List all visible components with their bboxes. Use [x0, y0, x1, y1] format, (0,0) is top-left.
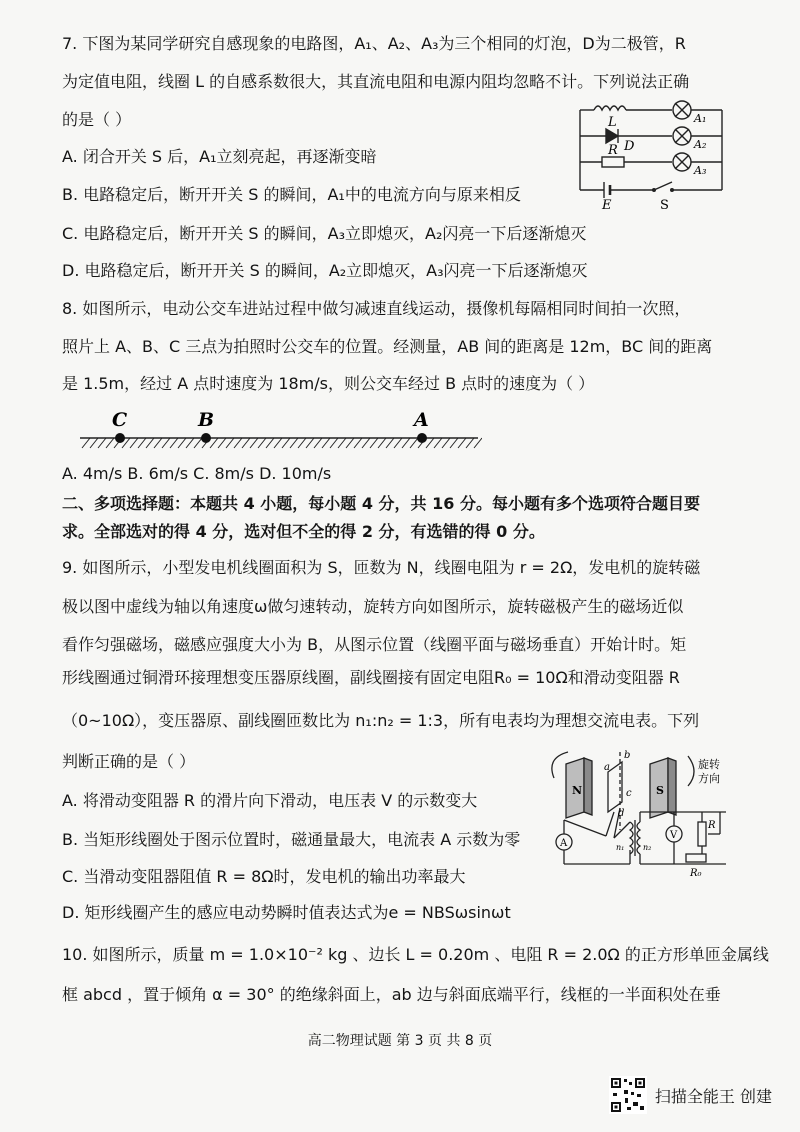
q9-option-d: D. 矩形线圈产生的感应电动势瞬时值表达式为e = NBSωsinωt: [62, 903, 511, 922]
ground-hatch-line: [82, 438, 90, 448]
q9-label-c: c: [626, 788, 632, 799]
q8-stem-line-3: 是 1.5m，经过 A 点时速度为 18m/s，则公交车经过 B 点时的速度为（ ）: [62, 374, 595, 393]
ground-hatch-line: [130, 438, 138, 448]
scanner-brand-text: 扫描全能王 创建: [654, 1086, 772, 1106]
q9-label-s: S: [656, 784, 664, 797]
ground-hatch-line: [370, 438, 378, 448]
q8-road-diagram: [78, 402, 482, 462]
q9-option-c: C. 当滑动变阻器阻值 R = 8Ω时，发电机的输出功率最大: [62, 867, 466, 886]
q9-stem-line-4: 形线圈通过铜滑环接理想变压器原线圈，副线圈接有固定电阻R₀ = 10Ω和滑动变阻器 R: [62, 668, 680, 687]
q7-label-d: D: [624, 139, 635, 154]
ground-hatch-line: [330, 438, 338, 448]
ground-hatch-line: [322, 438, 330, 448]
ground-hatch-line: [210, 438, 218, 448]
q9-stem-line-2: 极以图中虚线为轴以角速度ω做匀速转动，旋转方向如图所示，旋转磁极产生的磁场近似: [62, 597, 684, 616]
q9-stem-line-1: 9. 如图所示，小型发电机线圈面积为 S，匝数为 N，线圈电阻为 r = 2Ω，发电机的旋转磁: [62, 558, 701, 577]
ground-hatch-line: [402, 438, 410, 448]
ground-hatch-line: [426, 438, 434, 448]
q9-generator-diagram: [548, 750, 738, 878]
q9-label-r0: R₀: [690, 868, 702, 878]
q9-label-rotate-1: 旋转: [698, 758, 720, 771]
q7-stem-line-3: 的是（ ）: [62, 110, 132, 129]
ground-hatch-line: [386, 438, 394, 448]
q9-stem-line-5: （0~10Ω），变压器原、副线圈匝数比为 n₁:n₂ = 1:3，所有电表均为理想交流电表。下列: [62, 711, 700, 730]
ground-hatch-line: [242, 438, 250, 448]
ground-hatch-line: [178, 438, 186, 448]
q9-label-r: R: [708, 820, 716, 831]
ground-hatch-line: [146, 438, 154, 448]
ground-hatch-line: [90, 438, 98, 448]
q8-label-a: A: [414, 409, 429, 431]
q8-options: A. 4m/s B. 6m/s C. 8m/s D. 10m/s: [62, 464, 332, 483]
q7-label-a2: A₂: [694, 138, 707, 151]
ground-hatch-line: [226, 438, 234, 448]
ground-hatch-line: [314, 438, 322, 448]
q9-label-rotate-2: 方向: [698, 772, 720, 785]
ground-hatch-line: [170, 438, 178, 448]
q7-option-a: A. 闭合开关 S 后，A₁立刻亮起，再逐渐变暗: [62, 147, 377, 166]
q7-option-b: B. 电路稳定后，断开开关 S 的瞬间，A₁中的电流方向与原来相反: [62, 185, 521, 204]
q7-option-c: C. 电路稳定后，断开开关 S 的瞬间，A₃立即熄灭，A₂闪亮一下后逐渐熄灭: [62, 224, 587, 243]
q9-label-b: b: [624, 750, 631, 761]
q9-label-d: d: [618, 808, 625, 819]
ground-hatch-line: [338, 438, 346, 448]
q9-stem-line-6: 判断正确的是（ ）: [62, 752, 196, 771]
q8-label-b: B: [198, 409, 215, 431]
q9-option-a: A. 将滑动变阻器 R 的滑片向下滑动，电压表 V 的示数变大: [62, 791, 478, 810]
q7-label-r: R: [608, 143, 618, 158]
section2-header-line-1: 二、多项选择题：本题共 4 小题，每小题 4 分，共 16 分。每小题有多个选项符合题目要: [62, 494, 700, 513]
q8-stem-line-1: 8. 如图所示，电动公交车进站过程中做匀减速直线运动，摄像机每隔相同时间拍一次照，: [62, 299, 691, 318]
q10-stem-line-1: 10. 如图所示，质量 m = 1.0×10⁻² kg 、边长 L = 0.20m 、电阻 R = 2.0Ω 的正方形单匝金属线: [62, 945, 769, 964]
ground-hatch-line: [154, 438, 162, 448]
ground-hatch-line: [106, 438, 114, 448]
q9-stem-line-3: 看作匀强磁场，磁感应强度大小为 B，从图示位置（线圈平面与磁场垂直）开始计时。矩: [62, 635, 687, 654]
ground-hatch-line: [306, 438, 314, 448]
ground-hatch-line: [266, 438, 274, 448]
q7-label-a3: A₃: [694, 164, 707, 177]
q9-label-n1: n₁: [616, 843, 625, 852]
q8-point-a: [417, 433, 427, 443]
q8-label-c: C: [112, 409, 128, 431]
ground-hatch-line: [442, 438, 450, 448]
ground-hatch-line: [138, 438, 146, 448]
q10-stem-line-2: 框 abcd ，置于倾角 α = 30° 的绝缘斜面上，ab 边与斜面底端平行，线框的一半面积处在垂: [62, 985, 721, 1004]
qr-code-icon: [609, 1076, 647, 1114]
ground-hatch-line: [346, 438, 354, 448]
ground-hatch-line: [362, 438, 370, 448]
ground-hatch-line: [258, 438, 266, 448]
page-footer: 高二物理试题 第 3 页 共 8 页: [307, 1033, 493, 1049]
ground-hatch-line: [354, 438, 362, 448]
q8-point-b: [201, 433, 211, 443]
ground-hatch-line: [274, 438, 282, 448]
q7-stem-line-2: 为定值电阻，线圈 L 的自感系数很大，其直流电阻和电源内阻均忽略不计。下列说法正确: [62, 72, 690, 91]
q8-point-c: [115, 433, 125, 443]
ground-hatch-line: [234, 438, 242, 448]
ground-hatch-line: [450, 438, 458, 448]
ground-hatch-line: [162, 438, 170, 448]
q7-label-s: S: [660, 198, 669, 210]
ground-hatch-line: [394, 438, 402, 448]
ground-hatch-line: [458, 438, 466, 448]
ground-hatch-line: [186, 438, 194, 448]
q7-option-d: D. 电路稳定后，断开开关 S 的瞬间，A₂立即熄灭，A₃闪亮一下后逐渐熄灭: [62, 261, 588, 280]
q7-label-a1: A₁: [694, 112, 707, 125]
section2-header-line-2: 求。全部选对的得 4 分，选对但不全的得 2 分，有选错的得 0 分。: [62, 522, 545, 541]
q9-label-voltmeter: V: [670, 830, 678, 841]
ground-hatch-line: [378, 438, 386, 448]
q8-stem-line-2: 照片上 A、B、C 三点为拍照时公交车的位置。经测量，AB 间的距离是 12m，BC 间的距离: [62, 337, 713, 356]
ground-hatch-line: [250, 438, 258, 448]
q9-label-a: a: [604, 762, 610, 773]
q9-option-b: B. 当矩形线圈处于图示位置时，磁通量最大，电流表 A 示数为零: [62, 830, 521, 849]
ground-hatch-line: [282, 438, 290, 448]
q9-label-n2: n₂: [643, 843, 652, 852]
q7-circuit-diagram: [572, 98, 732, 210]
ground-hatch-line: [410, 438, 418, 448]
ground-hatch-line: [194, 438, 202, 448]
ground-hatch-line: [466, 438, 474, 448]
q7-label-e: E: [602, 198, 612, 210]
ground-hatch-line: [298, 438, 306, 448]
ground-hatch-line: [474, 438, 482, 448]
ground-hatch-line: [290, 438, 298, 448]
q7-label-l: L: [608, 115, 617, 130]
q7-stem-line-1: 7. 下图为某同学研究自感现象的电路图，A₁、A₂、A₃为三个相同的灯泡，D为二极管，R: [62, 34, 686, 53]
scanner-watermark: [609, 1076, 772, 1114]
ground-hatch-line: [434, 438, 442, 448]
ground-hatch-line: [98, 438, 106, 448]
q9-label-ammeter: A: [560, 838, 568, 849]
ground-hatch-line: [218, 438, 226, 448]
q9-label-n: N: [572, 784, 583, 797]
